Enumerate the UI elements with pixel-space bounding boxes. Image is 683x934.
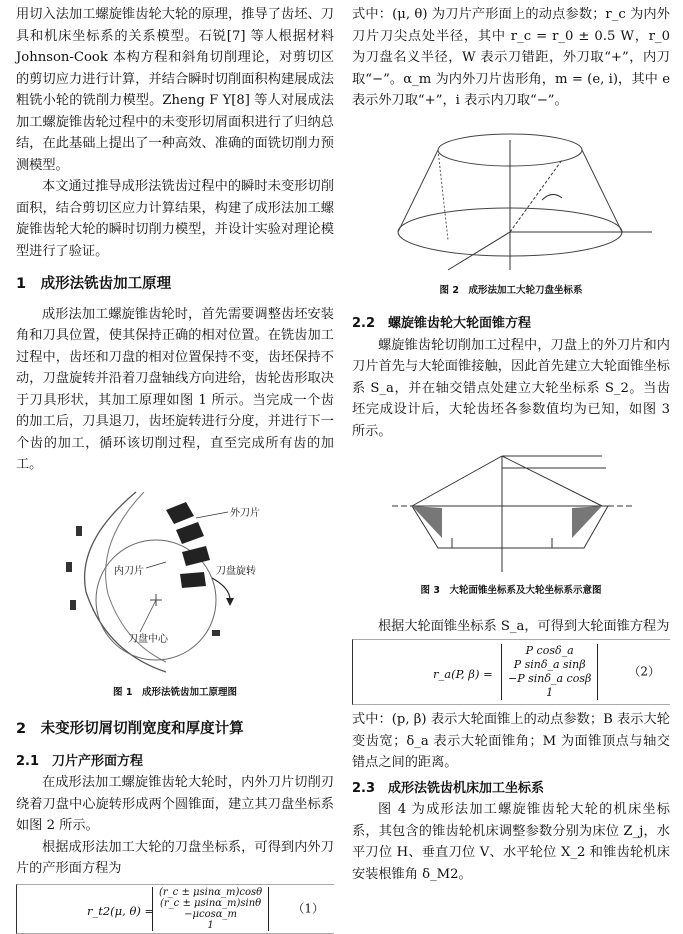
figure-1-label-outer: 外刀片 [230,507,260,519]
equation-1-row-2: (r_c ± μsinα_m)sinθ [159,897,262,909]
right-column [352,4,670,885]
intro-paragraph-2: 本文通过推导成形法铣齿过程中的瞬时未变形切削面积，结合剪切区应力计算结果，构建了成形法加工螺旋锥齿轮大轮的瞬时切削力模型，并设计实验对理论模型进行了验证。 [16,179,334,259]
section-2-1-paragraph-2: 根据成形法加工大轮的刀盘坐标系，可得到内外刀片的产形面方程为 [16,839,334,876]
equation-2 [352,639,670,705]
figure-1-label-rotate: 刀盘旋转 [216,565,256,577]
equation-2-number: （2） [628,664,660,679]
section-2-3-title: 2.3 成形法铣齿机床加工坐标系 [352,780,545,796]
section-1-title: 1 成形法铣齿加工原理 [16,276,172,292]
figure-2 [352,120,670,280]
equation-2-row-1: P cosδ_a [525,644,574,657]
section-2-title: 2 未变形切屑切削宽度和厚度计算 [16,721,244,737]
equation-2-matrix [501,644,598,700]
equation-1-row-1: (r_c ± μsinα_m)cosθ [159,886,263,898]
figure-3 [352,446,670,580]
equation-1-number: （1） [292,900,324,915]
equation-1-lhs: r_t2(μ, θ) = [87,903,155,918]
equation-1-matrix [152,887,269,931]
equation-2-row-2: P sinδ_a sinβ [513,658,586,671]
equation-1 [16,884,334,934]
figure-3-drawing [352,446,670,580]
section-2-3-paragraph: 图 4 为成形法加工螺旋锥齿轮大轮的机床坐标系，其包含的锥齿轮机床调整参数分别为床位 Z_j，水平刀位 H、垂直刀位 V、水平轮位 X_2 和锥齿轮机床安装根锥角 δ_M2。 [352,802,670,882]
section-2-2-title: 2.2 螺旋锥齿轮大轮面锥方程 [352,316,532,331]
figure-2-drawing [352,120,670,280]
equation-1-row-3: −μcosα_m [184,908,238,920]
figure-3-caption: 图 3 大轮面锥坐标系及大轮坐标系示意图 [420,585,602,596]
equation-2-row-4: 1 [546,686,554,699]
section-2-1-title: 2.1 刀片产形面方程 [16,753,144,769]
equation-2-intro: 根据大轮面锥坐标系 S_a，可得到大轮面锥方程为 [378,618,670,634]
right-top-paragraph: 式中：(μ, θ) 为刀片产形面上的动点参数；r_c 为内外刀片刀尖点处半径，其中 r_c = r_0 ± 0.5 W，r_0 为刀盘名义半径，W 表示刀错距，外刀取“+”，内刀取“−”。α_m 为内外刀片齿形角，m = (e, i)，其中 e 表示外刀取“+”，i 表示内刀取“−”。 [352,7,670,108]
figure-1-label-inner: 内刀片 [114,565,144,577]
figure-1 [16,482,334,678]
intro-paragraph-1: 用切入法加工螺旋锥齿轮大轮的原理，推导了齿坯、刀具和机床坐标系的关系模型。石锐[7] 等人根据材料 Johnson-Cook 本构方程和斜角切削理论，对剪切区的剪切应力进行计算，并结合瞬时切削面积构建展成法粗铣小轮的铣削力模型。Zheng F Y[8] 等人对展成法加工螺旋锥齿轮过程中的未变形切屑面积进行了归纳总结，在此基础上提出了一种高效、准确的面铣切削力预测模型。 [16,7,334,173]
section-2-2-paragraph: 螺旋锥齿轮切削加工过程中，刀盘上的外刀片和内刀片首先与大轮面锥接触，因此首先建立大轮面锥坐标系 S_a，并在轴交错点处建立大轮坐标系 S_2。当齿坯完成设计后，大轮齿坯各参数值均为已知，如图 3 所示。 [352,337,670,439]
figure-1-caption: 图 1 成形法铣齿加工原理图 [113,686,237,698]
figure-1-drawing [16,482,334,678]
equation-2-lhs: r_a(P, β) = [433,667,493,681]
after-equation-2-paragraph: 式中：(p, β) 表示大轮面锥上的动点参数；B 表示大轮变齿宽；δ_a 表示大轮面锥角；M 为面锥顶点与轴交错点之间的距离。 [352,712,670,770]
section-1-paragraph: 成形法加工螺旋锥齿轮时，首先需要调整齿坯安装角和刀具位置，使其保持正确的相对位置。在铣齿加工过程中，齿坯和刀盘的相对位置保持不变，齿坯保持不动，刀盘旋转并沿着刀盘轴线方向进给，齿轮齿形取决于刀具形状，其加工原理如图 1 所示。当完成一个齿的加工后，刀具退刀，齿坯旋转进行分度，并进行下一个齿的加工，循环该切削过程，直至完成所有齿的加工。 [16,306,334,472]
equation-2-row-3: −P sinδ_a cosβ [508,672,592,685]
section-2-1-paragraph-1: 在成形法加工螺旋锥齿轮大轮时，内外刀片切削刃绕着刀盘中心旋转形成两个圆锥面，建立其刀盘坐标系如图 2 所示。 [16,775,334,833]
left-column [16,4,334,934]
figure-1-label-center: 刀盘中心 [128,633,168,645]
figure-2-caption: 图 2 成形法加工大轮刀盘坐标系 [439,284,583,296]
equation-1-row-4: 1 [207,919,214,931]
